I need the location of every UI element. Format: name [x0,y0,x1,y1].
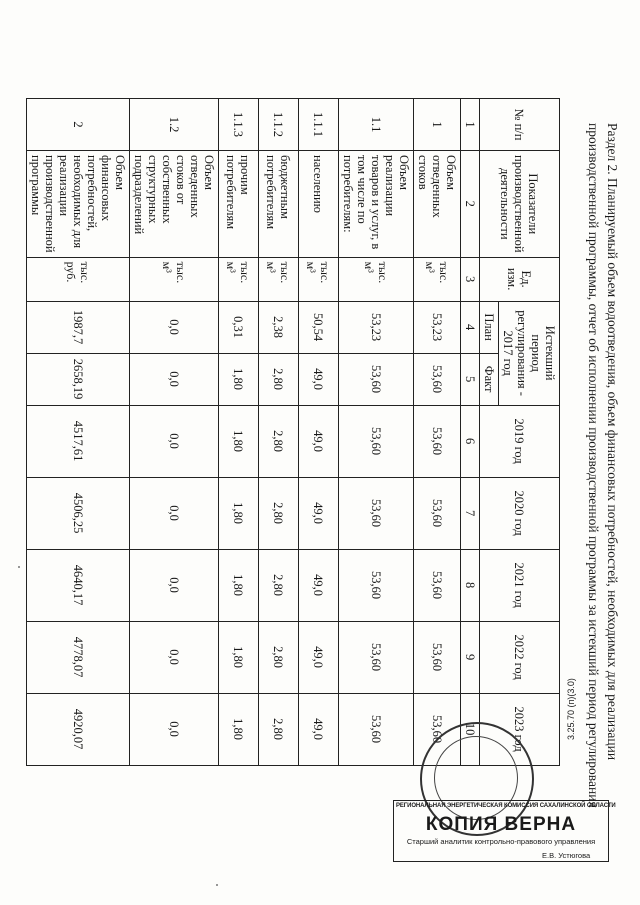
index-cell: 1 [461,99,480,151]
row-2023: 2,80 [259,693,299,765]
row-2020: 49,0 [299,477,339,549]
header-unit: Ед. изм. [480,257,560,301]
row-2021: 4640,17 [27,549,130,621]
row-2022: 1,80 [219,621,259,693]
header-num: № п/п [480,99,560,151]
row-plan: 53,23 [339,301,414,353]
table-row [299,99,339,766]
header-2021: 2021 год [480,549,560,621]
row-unit: тыс. м³ [219,257,259,301]
stamp-title: КОПИЯ ВЕРНА [425,814,577,835]
row-fact: 2,80 [259,353,299,405]
row-2021: 0,0 [130,549,219,621]
row-2020: 53,60 [339,477,414,549]
row-unit: тыс. м³ [299,257,339,301]
row-name: населению [299,151,339,258]
row-plan: 1987,7 [27,301,130,353]
row-2019: 53,60 [414,405,461,477]
row-2023: 0,0 [130,693,219,765]
row-name: Объем финансовых потребностей, необходимых для реализации производственной программы [27,151,130,258]
row-2019: 49,0 [299,405,339,477]
row-2019: 53,60 [339,405,414,477]
row-num: 1 [414,99,461,151]
index-cell: 7 [461,477,480,549]
index-cell: 8 [461,549,480,621]
row-2022: 53,60 [414,621,461,693]
index-cell: 5 [461,353,480,405]
header-2020: 2020 год [480,477,560,549]
row-num: 1.1 [339,99,414,151]
row-2022: 4778,07 [27,621,130,693]
row-unit: тыс. руб. [27,257,130,301]
row-name: прочим потребителям [219,151,259,258]
row-fact: 53,60 [339,353,414,405]
row-num: 2 [27,99,130,151]
stamp-header: РЕГИОНАЛЬНАЯ ЭНЕРГЕТИЧЕСКАЯ КОМИССИЯ САХАЛИНСКОЙ ОБЛАСТИ [396,803,616,809]
row-2019: 2,80 [259,405,299,477]
stamp-name: Е.В. Устюгова [542,851,591,860]
row-fact: 49,0 [299,353,339,405]
row-2021: 2,80 [259,549,299,621]
row-name: Объем отведенных стоков от собственных структурных подразделений [130,151,219,258]
row-2022: 53,60 [339,621,414,693]
table-row [130,99,219,766]
row-2020: 4506,25 [27,477,130,549]
row-2019: 0,0 [130,405,219,477]
header-indicator: Показатели производственной деятельности [480,151,560,258]
stamp-position: Старший аналитик контрольно-правового управления [406,837,596,846]
row-unit: тыс. м³ [130,257,219,301]
row-2021: 1,80 [219,549,259,621]
index-cell: 3 [461,257,480,301]
row-plan: 0,31 [219,301,259,353]
header-period: Истекший период регулирования - 2017 год [499,301,560,405]
table-row [259,99,299,766]
row-fact: 0,0 [130,353,219,405]
table-row [219,99,259,766]
row-2020: 0,0 [130,477,219,549]
table-row [414,99,461,766]
row-name: Объем отведенных стоков [414,151,461,258]
program-table [26,98,560,766]
row-2022: 2,80 [259,621,299,693]
row-2021: 53,60 [339,549,414,621]
row-2019: 1,80 [219,405,259,477]
row-num: 1.1.2 [259,99,299,151]
document-code: 3.25.70 (п)(3.0) [566,678,576,740]
row-2021: 49,0 [299,549,339,621]
row-fact: 1,80 [219,353,259,405]
section-caption: Раздел 2. Планируемый объем водоотведения, объем финансовых потребностей, необходимых для реализации производственной программы, отчет об исполнении производственной программы за истекший период регулирования [586,123,620,808]
row-2023: 53,60 [339,693,414,765]
index-cell: 2 [461,151,480,258]
row-2023: 1,80 [219,693,259,765]
header-2019: 2019 год [480,405,560,477]
row-2022: 49,0 [299,621,339,693]
header-2022: 2022 год [480,621,560,693]
row-num: 1.2 [130,99,219,151]
row-2019: 4517,61 [27,405,130,477]
row-unit: тыс. м³ [339,257,414,301]
header-fact: Факт [480,353,499,405]
header-2023: 2023 год [480,693,560,765]
row-2020: 2,80 [259,477,299,549]
index-cell: 9 [461,621,480,693]
row-2021: 53,60 [414,549,461,621]
row-num: 1.1.1 [299,99,339,151]
row-name: бюджетным потребителям [259,151,299,258]
row-plan: 0,0 [130,301,219,353]
row-plan: 53,23 [414,301,461,353]
row-unit: тыс. м³ [259,257,299,301]
row-plan: 2,38 [259,301,299,353]
row-name: Объем реализации товаров и услуг, в том числе по потребителям: [339,151,414,258]
scan-speck [18,566,20,568]
index-cell: 10 [461,693,480,765]
row-fact: 53,60 [414,353,461,405]
index-row [461,99,480,766]
copy-certified-stamp [393,800,616,862]
row-plan: 50,54 [299,301,339,353]
table-row [339,99,414,766]
row-2023: 49,0 [299,693,339,765]
scan-speck [216,884,218,886]
row-2020: 53,60 [414,477,461,549]
index-cell: 6 [461,405,480,477]
row-2020: 1,80 [219,477,259,549]
row-2023: 4920,07 [27,693,130,765]
row-2022: 0,0 [130,621,219,693]
row-fact: 2658,19 [27,353,130,405]
row-2023: 53,60 [414,693,461,765]
row-unit: тыс. м³ [414,257,461,301]
index-cell: 4 [461,301,480,353]
row-num: 1.1.3 [219,99,259,151]
table-row [27,99,130,766]
header-plan: План [480,301,499,353]
